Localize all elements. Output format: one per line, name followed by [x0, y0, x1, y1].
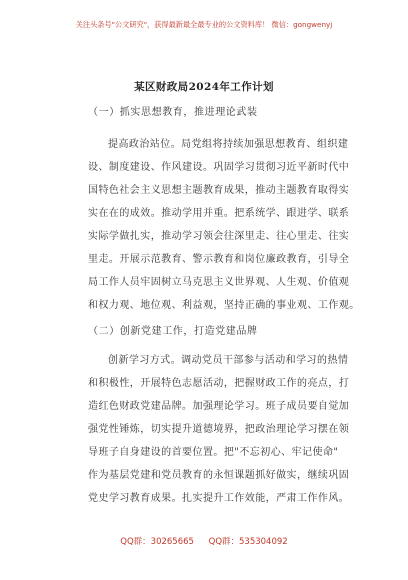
qq-group-2: QQ群：535304092: [208, 537, 288, 547]
paragraph-line: 和权力观、地位观、利益观，坚持正确的事业观、工作观。: [88, 300, 360, 311]
paragraph-line: 导班子自身建设的首要位置。把"不忘初心、牢记使命": [88, 447, 339, 458]
paragraph-line: 造红色财政党建品牌。加强理论学习。班子成员要自觉加: [88, 401, 350, 412]
promo-banner: 关注头条号"公文研究"，获得最新最全最专业的公文资料库！ 微信：gongwenyj: [75, 20, 333, 29]
qq-group-1: QQ群：30265665: [120, 537, 194, 547]
section-heading-1: （一）抓实思想教育，推进理论武装: [88, 107, 258, 118]
section-heading-2: （二）创新党建工作，打造党建品牌: [88, 326, 258, 337]
paragraph-line: 作为基层党建和党员教育的永恒课题抓好做实，继续巩固: [88, 470, 350, 481]
paragraph-line: 设、制度建设、作风建设。巩固学习贯彻习近平新时代中: [88, 162, 350, 173]
paragraph-line: 提高政治站位。局党组将持续加强思想教育、组织建: [108, 139, 349, 150]
paragraph-line: 创新学习方式。调动党员干部参与活动和学习的热情: [108, 355, 349, 366]
paragraph-line: 和积极性，开展特色志愿活动，把握财政工作的亮点，打: [88, 378, 350, 389]
paragraph-line: 实在在的成效。推动学用并重。把系统学、跟进学、联系: [88, 208, 350, 219]
paragraph-line: 实际学做扎实，推动学习领会往深里走、往心里走、往实: [88, 231, 350, 242]
paragraph-line: 局工作人员牢固树立马克思主义世界观、人生观、价值观: [88, 277, 350, 288]
contact-footer: [0, 535, 408, 547]
paragraph-line: 强党性锤炼，切实提升道德境界，把政治理论学习摆在领: [88, 424, 350, 435]
paragraph-line: 国特色社会主义思想主题教育成果，推动主题教育取得实: [88, 185, 350, 196]
paragraph-line: 党史学习教育成果。扎实提升工作效能，严肃工作作风。: [88, 493, 350, 504]
paragraph-line: 里走。开展示范教育、警示教育和岗位廉政教育，引导全: [88, 254, 350, 265]
document-title: 某区财政局2024年工作计划: [134, 81, 274, 93]
